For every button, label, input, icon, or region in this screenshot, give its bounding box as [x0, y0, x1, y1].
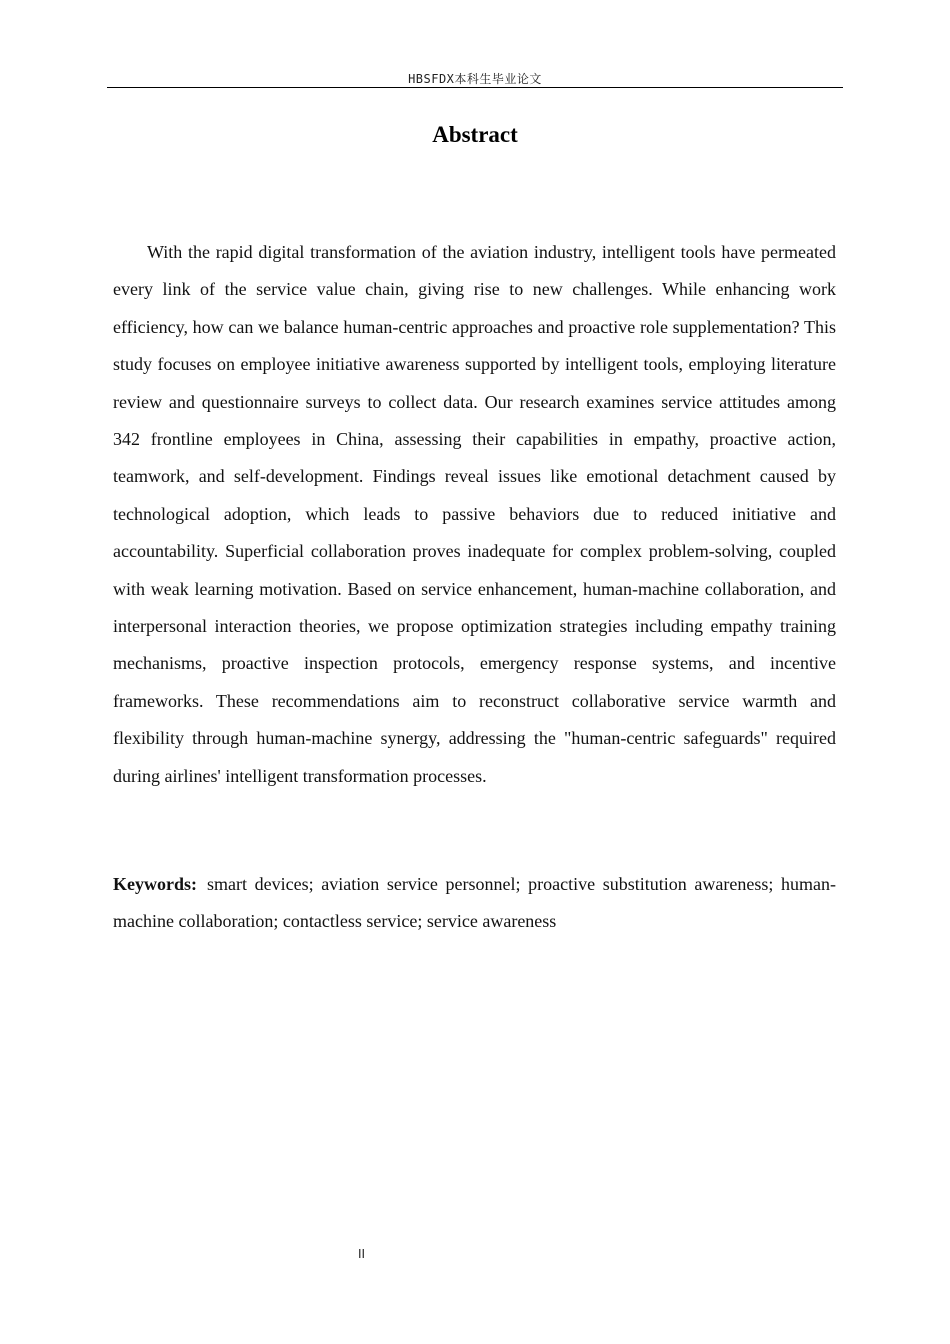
abstract-body: With the rapid digital transformation of the aviation industry, intelligent tools have permeated every link of the service value chain, giving rise to new challenges. While enhancing work efficiency, how can we balance human-centric approaches and proactive role supplementation? This study focuses on employee initiative awareness supported by intelligent tools, employing literature review and questionnaire surveys to collect data. Our research examines service attitudes among 342 frontline employees in China, assessing their capabilities in empathy, proactive action, teamwork, and self-development. Findings reveal issues like emotional detachment caused by technological adoption, which leads to passive behaviors due to reduced initiative and accountability. Superficial collaboration proves inadequate for complex problem-solving, coupled with weak learning motivation. Based on service enhancement, human-machine collaboration, and interpersonal interaction theories, we propose optimization strategies including empathy training mechanisms, proactive inspection protocols, emergency response systems, and incentive frameworks. These recommendations aim to reconstruct collaborative service warmth and flexibility through human-machine synergy, addressing the "human-centric safeguards" required during airlines' intelligent transformation processes.	[113, 242, 836, 786]
running-header: HBSFDX本科生毕业论文	[408, 72, 542, 86]
keywords-paragraph	[113, 866, 836, 941]
header-rule	[107, 87, 843, 88]
keywords-label: Keywords:	[113, 874, 197, 894]
page-number: II	[358, 1247, 366, 1261]
keywords-text: smart devices; aviation service personnel; proactive substitution awareness; human-machine collaboration; contactless service; service awareness	[113, 874, 836, 932]
abstract-title: Abstract	[432, 122, 518, 147]
